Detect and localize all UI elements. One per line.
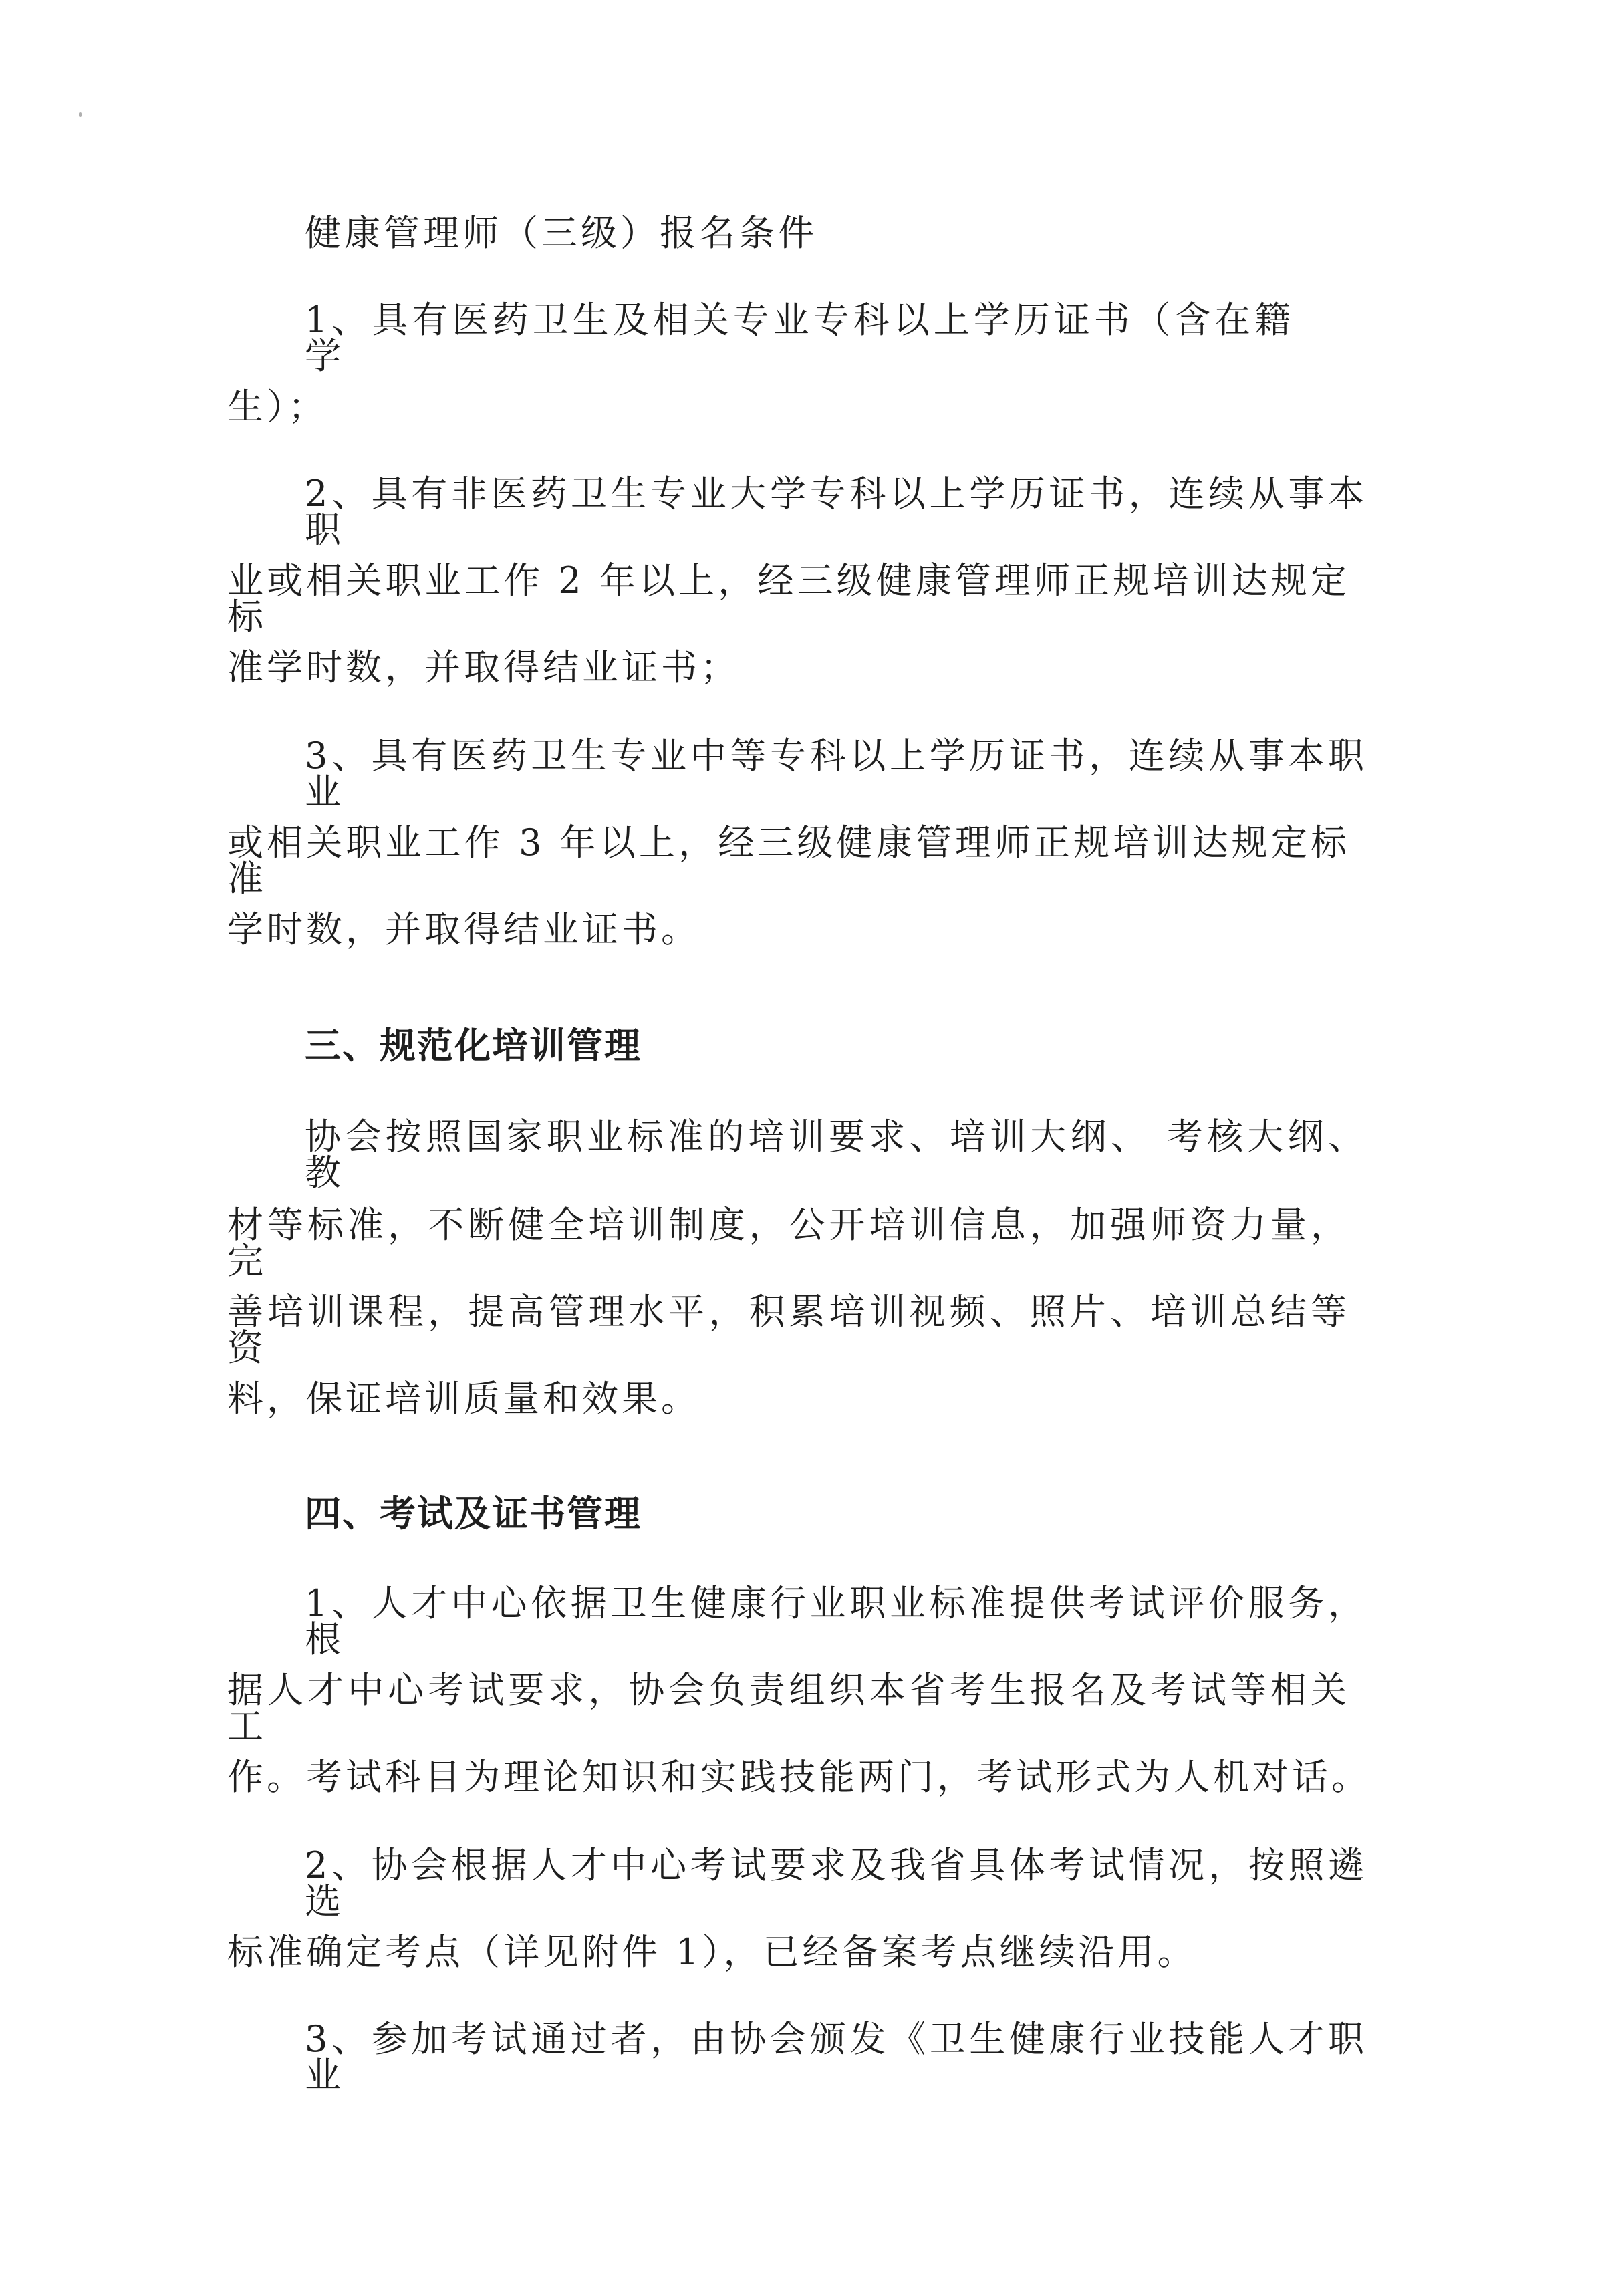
section-3-heading: 三、规范化培训管理 <box>305 1025 642 1067</box>
condition-2-line-1: 2、具有非医药卫生专业大学专科以上学历证书，连续从事本职 <box>305 473 1367 551</box>
section-3-line-3: 善培训课程，提高管理水平，积累培训视频、照片、培训总结等资 <box>227 1291 1350 1369</box>
subheading: 健康管理师（三级）报名条件 <box>305 212 817 254</box>
condition-1-line-2: 生）； <box>227 386 327 428</box>
condition-2-line-2: 业或相关职业工作 2 年以上，经三级健康管理师正规培训达规定标 <box>227 559 1350 638</box>
section-4-item-1-line-1: 1、人才中心依据卫生健康行业职业标准提供考试评价服务，根 <box>305 1582 1367 1660</box>
section-3-line-1: 协会按照国家职业标准的培训要求、培训大纲、 考核大纲、教 <box>305 1116 1367 1194</box>
condition-2-line-3: 准学时数，并取得结业证书； <box>227 646 740 688</box>
section-3-line-2: 材等标准，不断健全培训制度，公开培训信息，加强师资力量，完 <box>227 1204 1350 1282</box>
condition-1-line-1: 1、具有医药卫生及相关专业专科以上学历证书（含在籍学 <box>305 299 1294 377</box>
section-3-line-4: 料，保证培训质量和效果。 <box>227 1378 700 1420</box>
condition-3-line-3: 学时数，并取得结业证书。 <box>227 908 700 950</box>
section-4-item-3-line-1: 3、参加考试通过者，由协会颁发《卫生健康行业技能人才职业 <box>305 2018 1367 2096</box>
section-4-item-1-line-3: 作。考试科目为理论知识和实践技能两门，考试形式为人机对话。 <box>227 1756 1371 1798</box>
condition-3-line-1: 3、具有医药卫生专业中等专科以上学历证书，连续从事本职业 <box>305 735 1367 813</box>
section-4-item-1-line-2: 据人才中心考试要求，协会负责组织本省考生报名及考试等相关工 <box>227 1669 1350 1747</box>
section-4-item-2-line-1: 2、协会根据人才中心考试要求及我省具体考试情况，按照遴选 <box>305 1844 1367 1922</box>
section-4-heading: 四、考试及证书管理 <box>305 1493 642 1535</box>
section-4-item-2-line-2: 标准确定考点（详见附件 1），已经备案考点继续沿用。 <box>227 1931 1197 1973</box>
scan-speck <box>79 112 82 117</box>
condition-3-line-2: 或相关职业工作 3 年以上，经三级健康管理师正规培训达规定标准 <box>227 821 1350 900</box>
